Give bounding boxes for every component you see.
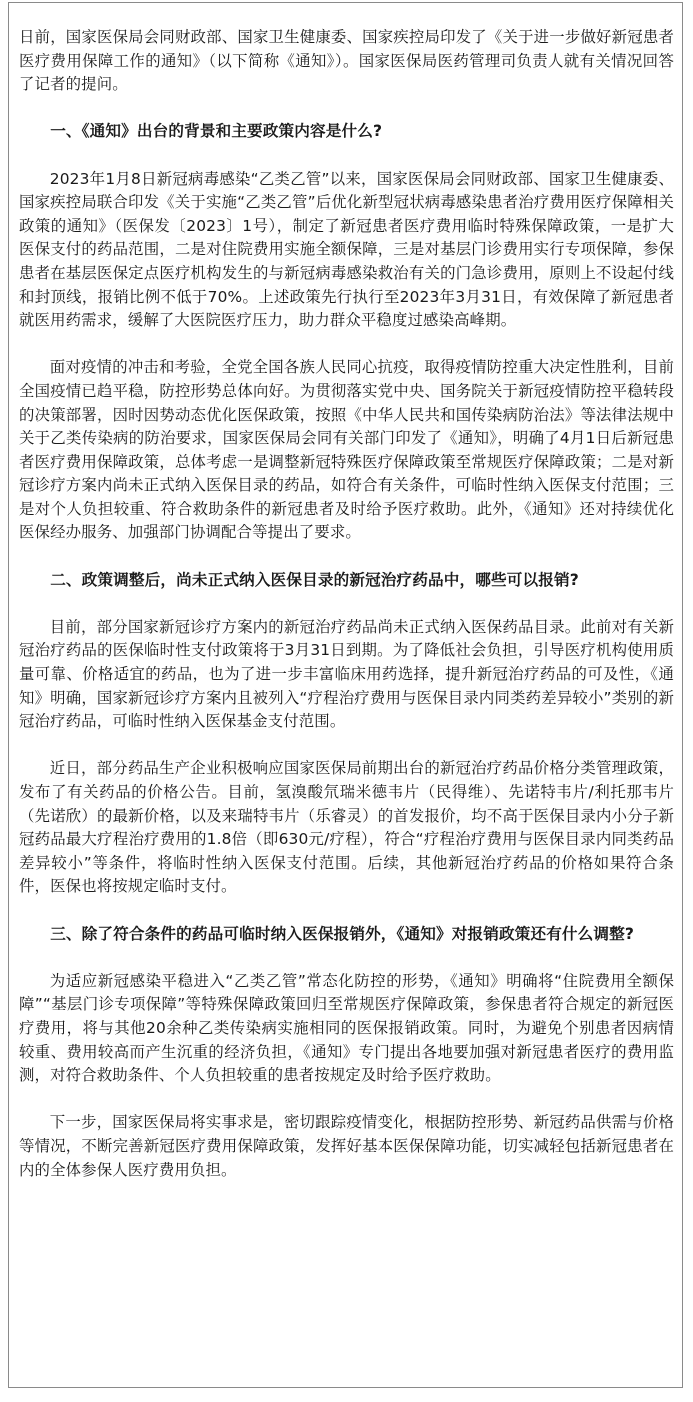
article-body — [9, 3, 682, 1182]
section-1-paragraph-1: 2023年1月8日新冠病毒感染“乙类乙管”以来，国家医保局会同财政部、国家卫生健康委、国家疾控局联合印发《关于实施“乙类乙管”后优化新型冠状病毒感染患者治疗费用医疗保障相关政策的通知》（医保发〔2023〕1号），制定了新冠患者医疗费用临时特殊保障政策，一是扩大医保支付的药品范围，二是对住院费用实施全额保障，三是对基层门诊费用实行专项保障，参保患者在基层医保定点医疗机构发生的与新冠病毒感染救治有关的门急诊费用，原则上不设起付线和封顶线，报销比例不低于70%。上述政策先行执行至2023年3月31日，有效保障了新冠患者就医用药需求，缓解了大医院医疗压力，助力群众平稳度过感染高峰期。 — [19, 169, 674, 330]
section-3-paragraph-1: 为适应新冠感染平稳进入“乙类乙管”常态化防控的形势，《通知》明确将“住院费用全额保障”“基层门诊专项保障”等特殊保障政策回归至常规医疗保障政策，参保患者符合规定的新冠医疗费用，将与其他20余种乙类传染病实施相同的医保报销政策。同时，为避免个别患者因病情较重、费用较高而产生沉重的经济负担，《通知》专门提出各地要加强对新冠患者医疗的费用监测，对符合救助条件、个人负担较重的患者按规定及时给予医疗救助。 — [19, 971, 674, 1085]
section-3-heading: 三、除了符合条件的药品可临时纳入医保报销外，《通知》对报销政策还有什么调整? — [50, 924, 635, 943]
section-1-heading: 一、《通知》出台的背景和主要政策内容是什么? — [50, 122, 383, 141]
section-3-paragraph-2: 下一步，国家医保局将实事求是，密切跟踪疫情变化，根据防控形势、新冠药品供需与价格等情况，不断完善新冠医疗费用保障政策，发挥好基本医保保障功能，切实减轻包括新冠患者在内的全体参保人医疗费用负担。 — [19, 1113, 674, 1179]
section-2-paragraph-2: 近日，部分药品生产企业积极响应国家医保局前期出台的新冠治疗药品价格分类管理政策，发布了有关药品的价格公告。目前，氢溴酸氘瑞米德韦片（民得维）、先诺特韦片/利托那韦片（先诺欣）的最新价格，以及来瑞特韦片（乐睿灵）的首发报价，均不高于医保目录内小分子新冠药品最大疗程治疗费用的1.8倍（即630元/疗程），符合“疗程治疗费用与医保目录内同类药品差异较小”等条件，将临时性纳入医保支付范围。后续，其他新冠治疗药品的价格如果符合条件，医保也将按规定临时支付。 — [19, 759, 674, 896]
section-2-paragraph-1: 目前，部分国家新冠诊疗方案内的新冠治疗药品尚未正式纳入医保药品目录。此前对有关新冠治疗药品的医保临时性支付政策将于3月31日到期。为了降低社会负担，引导医疗机构使用质量可靠、价格适宜的药品，也为了进一步丰富临床用药选择，提升新冠治疗药品的可及性，《通知》明确，国家新冠诊疗方案内且被列入“疗程治疗费用与医保目录内同类药差异较小”类别的新冠治疗药品，可临时性纳入医保基金支付范围。 — [19, 617, 674, 731]
intro-paragraph: 日前，国家医保局会同财政部、国家卫生健康委、国家疾控局印发了《关于进一步做好新冠患者医疗费用保障工作的通知》（以下简称《通知》）。国家医保局医药管理司负责人就有关情况回答了记者的提问。 — [19, 28, 674, 94]
article-frame — [8, 2, 683, 1388]
section-1-paragraph-2: 面对疫情的冲击和考验，全党全国各族人民同心抗疫，取得疫情防控重大决定性胜利，目前全国疫情已趋平稳，防控形势总体向好。为贯彻落实党中央、国务院关于新冠疫情防控平稳转段的决策部署，因时因势动态优化医保政策，按照《中华人民共和国传染病防治法》等法律法规中关于乙类传染病的防治要求，国家医保局会同有关部门印发了《通知》，明确了4月1日后新冠患者医疗费用保障政策，总体考虑一是调整新冠特殊医疗保障政策至常规医疗保障政策；二是对新冠诊疗方案内尚未正式纳入医保目录的药品，如符合有关条件，可临时性纳入医保支付范围；三是对个人负担较重、符合救助条件的新冠患者及时给予医疗救助。此外，《通知》还对持续优化医保经办服务、加强部门协调配合等提出了要求。 — [19, 358, 674, 542]
section-2-heading: 二、政策调整后，尚未正式纳入医保目录的新冠治疗药品中，哪些可以报销? — [50, 570, 579, 589]
